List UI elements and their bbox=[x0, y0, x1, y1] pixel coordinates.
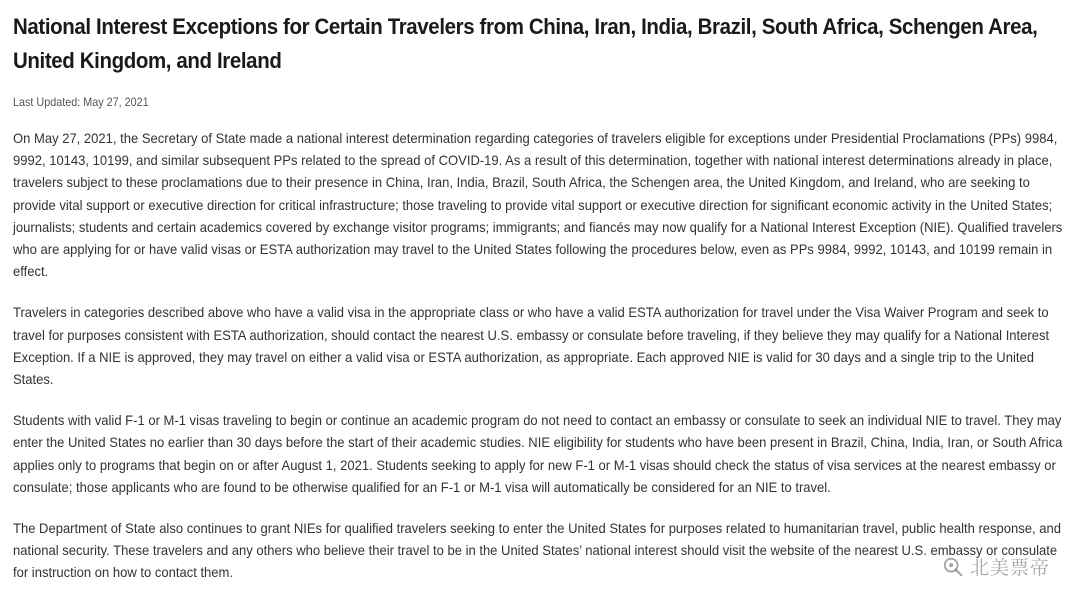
paragraph-humanitarian: The Department of State also continues to grant NIEs for qualified travelers seeking to enter the United States for purposes related to humanitarian travel, public health response, and national security. These travelers and any others who believe their travel to be in the United States’ national interest should visit the website of the nearest U.S. embassy or consulate for instruction on how to contact them. bbox=[13, 520, 1061, 581]
paragraph-students: Students with valid F-1 or M-1 visas traveling to begin or continue an academic program do not need to contact an embassy or consulate to seek an individual NIE to travel. They may enter the United States no earlier than 30 days before the start of their academic studies. NIE eligibility for students who have been present in Brazil, China, India, Iran, or South Africa applies only to programs that begin on or after August 1, 2021. Students seeking to apply for new F-1 or M-1 visas should check the status of visa services at the nearest embassy or consulate; those applicants who are found to be otherwise qualified for an F-1 or M-1 visa will automatically be considered for an NIE to travel. bbox=[13, 412, 1063, 495]
paragraph-valid-visa-travelers: Travelers in categories described above who have a valid visa in the appropriate class or who have a valid ESTA authorization for travel under the Visa Waiver Program and seek to travel for purposes consistent with ESTA authorization, should contact the nearest U.S. embassy or consulate before traveling, if they believe they may qualify for a National Interest Exception. If a NIE is approved, they may travel on either a valid visa or ESTA authorization, as appropriate. Each approved NIE is valid for 30 days and a single trip to the United States. bbox=[13, 304, 1050, 388]
article-body bbox=[13, 127, 1075, 584]
last-updated: Last Updated: May 27, 2021 bbox=[13, 95, 149, 109]
paragraph-determination: On May 27, 2021, the Secretary of State made a national interest determination regarding categories of travelers eligible for exceptions under Presidential Proclamations (PPs) 9984, 9992, 10143, 10199, and similar subsequent PPs related to the spread of COVID-19. As a result of this determination, together with national interest determinations already in place, travelers subject to these proclamations due to their presence in China, Iran, India, Brazil, South Africa, the Schengen area, the United Kingdom, and Ireland, who are seeking to provide vital support or executive direction for critical infrastructure; those traveling to provide vital support or executive direction for significant economic activity in the United States; journalists; students and certain academics covered by exchange visitor programs; immigrants; and fiancés may now qualify for a National Interest Exception (NIE). Qualified travelers who are applying for or have valid visas or ESTA authorization may travel to the United States following the procedures below, even as PPs 9984, 9992, 10143, and 10199 remain in effect. bbox=[13, 130, 1063, 280]
page-title: National Interest Exceptions for Certain Travelers from China, Iran, India, Brazil, South Africa, Schengen Area, United Kingdom, and Ireland bbox=[13, 14, 1038, 73]
watermark bbox=[942, 553, 1050, 580]
article bbox=[13, 10, 1075, 584]
watermark-text: 北美票帝 bbox=[969, 557, 1050, 579]
wechat-search-icon bbox=[942, 556, 964, 578]
